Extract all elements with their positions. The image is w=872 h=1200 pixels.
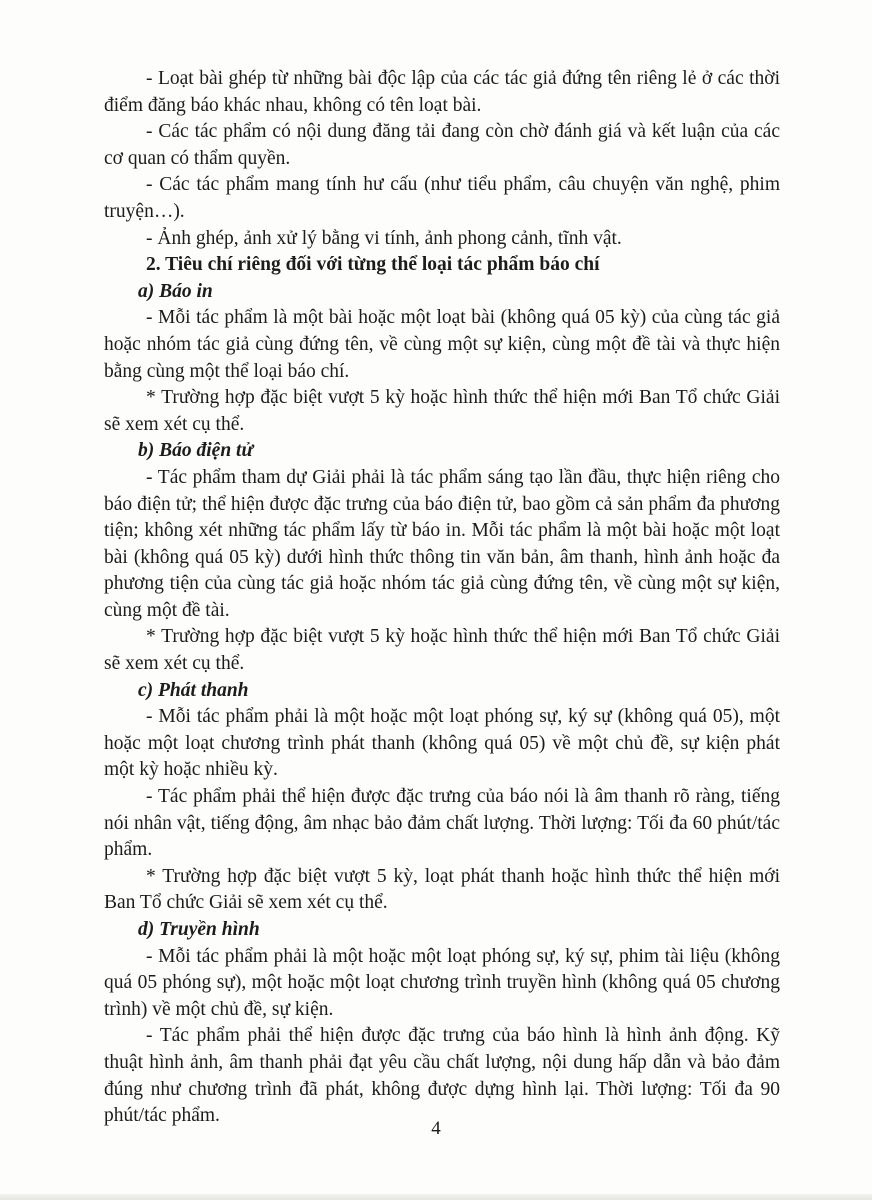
- paragraph: - Tác phẩm phải thể hiện được đặc trưng của báo nói là âm thanh rõ ràng, tiếng nói nhân vật, tiếng động, âm nhạc bảo đảm chất lượng. Thời lượng: Tối đa 60 phút/tác phẩm.: [104, 786, 780, 861]
- subsection-heading-truyen-hinh: d) Truyền hình: [138, 919, 260, 940]
- intro-item: - Loạt bài ghép từ những bài độc lập của các tác giả đứng tên riêng lẻ ở các thời điểm đăng báo khác nhau, không có tên loạt bài.: [104, 68, 780, 116]
- intro-item: - Các tác phẩm mang tính hư cấu (như tiểu phẩm, câu chuyện văn nghệ, phim truyện…).: [104, 174, 780, 222]
- paragraph: * Trường hợp đặc biệt vượt 5 kỳ hoặc hình thức thể hiện mới Ban Tổ chức Giải sẽ xem xét cụ thể.: [104, 626, 780, 675]
- intro-item: - Ảnh ghép, ảnh xử lý bằng vi tính, ảnh phong cảnh, tĩnh vật.: [146, 227, 622, 249]
- scan-edge: [0, 1194, 872, 1200]
- paragraph: - Mỗi tác phẩm phải là một hoặc một loạt phóng sự, ký sự, phim tài liệu (không quá 05 phóng sự), một hoặc một loạt chương trình truyền hình (không quá 05 chương trình) về một chủ đề, sự kiện.: [104, 945, 780, 1020]
- subsection-heading-bao-in: a) Báo in: [138, 280, 213, 302]
- page-number: 4: [431, 1118, 441, 1139]
- paragraph: - Mỗi tác phẩm phải là một hoặc một loạt phóng sự, ký sự (không quá 05), một hoặc một loạt chương trình phát thanh (không quá 05) về một chủ đề, sự kiện phát một kỳ hoặc nhiều kỳ.: [104, 706, 780, 781]
- intro-item: - Các tác phẩm có nội dung đăng tải đang còn chờ đánh giá và kết luận của các cơ quan có thẩm quyền.: [104, 121, 780, 169]
- subsection-heading-bao-dien-tu: b) Báo điện tử: [138, 440, 254, 462]
- section-heading: 2. Tiêu chí riêng đối với từng thể loại tác phẩm báo chí: [146, 254, 600, 276]
- paragraph: - Tác phẩm tham dự Giải phải là tác phẩm sáng tạo lần đầu, thực hiện riêng cho báo điện tử; thể hiện được đặc trưng của báo điện tử, bao gồm cả sản phẩm đa phương tiện; không xét những tác phẩm lấy từ báo in. Mỗi tác phẩm là một bài hoặc một loạt bài (không quá 05 kỳ) dưới hình thức thông tin văn bản, âm thanh, hình ảnh hoặc đa phương tiện của cùng tác giả hoặc nhóm tác giả cùng đứng tên, về cùng một sự kiện, cùng một đề tài.: [104, 466, 780, 621]
- paragraph: * Trường hợp đặc biệt vượt 5 kỳ hoặc hình thức thể hiện mới Ban Tổ chức Giải sẽ xem xét cụ thể.: [104, 387, 780, 435]
- paragraph: - Tác phẩm phải thể hiện được đặc trưng của báo hình là hình ảnh động. Kỹ thuật hình ảnh, âm thanh phải đạt yêu cầu chất lượng, nội dung hấp dẫn và bảo đảm đúng như chương trình đã phát, không được dựng hình lại. Thời lượng: Tối đa 90 phút/tác phẩm.: [104, 1025, 780, 1127]
- paragraph: - Mỗi tác phẩm là một bài hoặc một loạt bài (không quá 05 kỳ) của cùng tác giả hoặc nhóm tác giả cùng đứng tên, về cùng một sự kiện, cùng một đề tài và thực hiện bằng cùng một thể loại báo chí.: [104, 307, 780, 382]
- subsection-heading-phat-thanh: c) Phát thanh: [138, 679, 249, 701]
- paragraph: * Trường hợp đặc biệt vượt 5 kỳ, loạt phát thanh hoặc hình thức thể hiện mới Ban Tổ chức Giải sẽ xem xét cụ thể.: [104, 865, 780, 914]
- document-body: [104, 66, 780, 1130]
